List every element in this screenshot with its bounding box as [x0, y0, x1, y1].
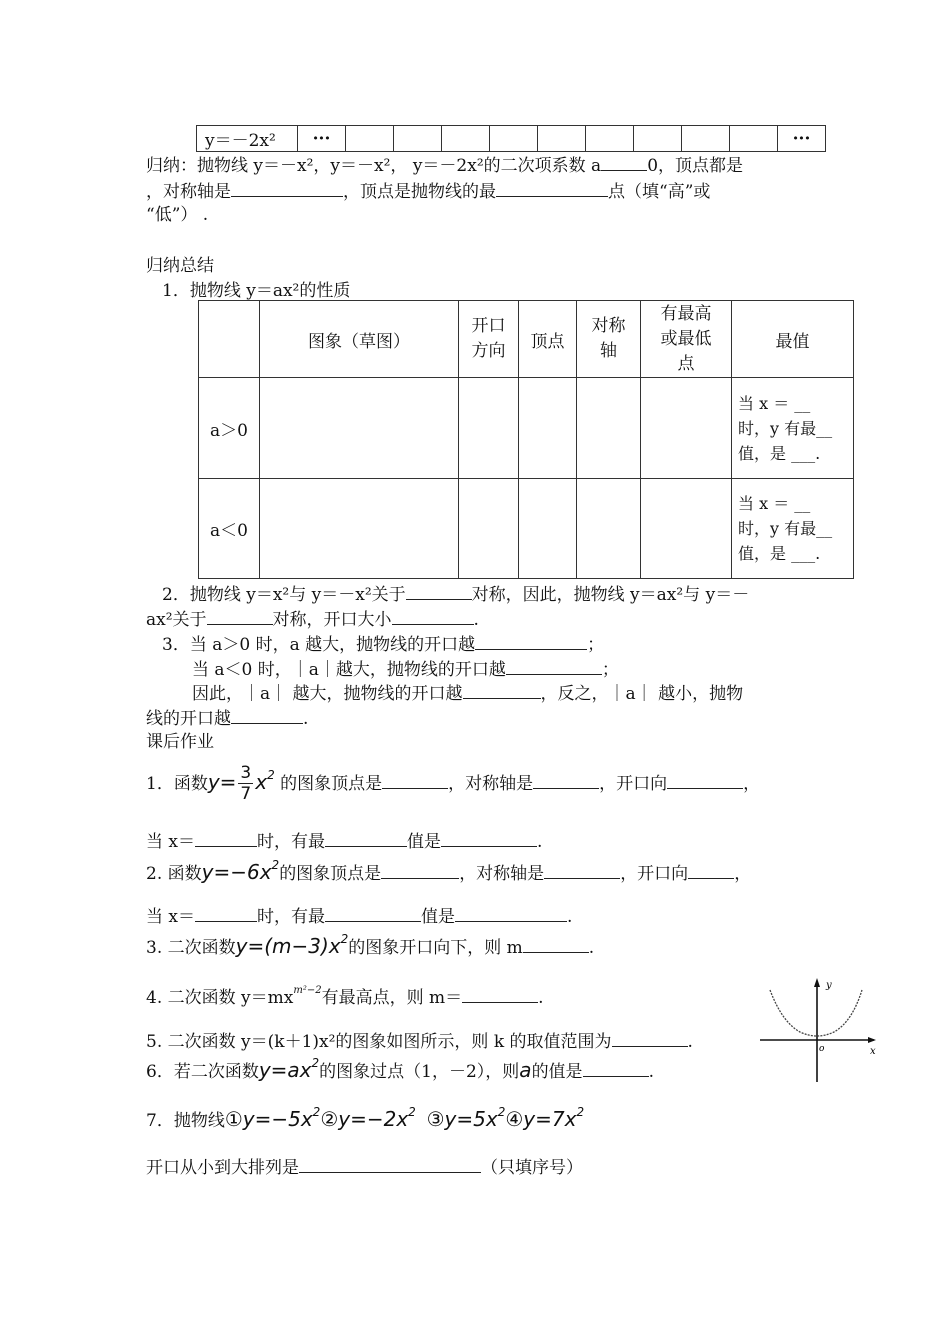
- answer-blank[interactable]: [475, 631, 587, 650]
- summary-line-3: “低”） .: [146, 205, 209, 225]
- answer-blank[interactable]: [462, 984, 538, 1003]
- max-value-cell: 当 x ＝ __ 时，y 有最__值，是 ___.: [732, 378, 854, 479]
- answer-blank[interactable]: [406, 581, 472, 600]
- table-row: [199, 479, 854, 579]
- table-cell[interactable]: [519, 479, 577, 579]
- answer-blank[interactable]: [506, 656, 602, 675]
- hw-q2-line-2: 当 x＝ 时，有最 值是 .: [146, 903, 572, 929]
- y-axis-label: y: [826, 980, 832, 991]
- answer-blank[interactable]: [463, 680, 541, 699]
- item-3-line-2: 当 a＜0 时，｜a｜越大，抛物线的开口越 ；: [192, 656, 619, 682]
- hw-q2: 2. 函数$y=-6x^2$的图象顶点是 ，对称轴是 ，开口向 ，: [146, 858, 752, 884]
- properties-table: [198, 300, 854, 579]
- answer-blank[interactable]: [325, 903, 421, 922]
- table-cell: [346, 126, 394, 152]
- table-cell: [634, 126, 682, 152]
- answer-blank[interactable]: [325, 828, 407, 847]
- item-2-line-1: 2．抛物线 y＝x²与 y＝－x²关于 对称，因此，抛物线 y＝ax²与 y＝－: [162, 581, 749, 607]
- table-cell[interactable]: [577, 378, 641, 479]
- item-3-line-1: 3．当 a＞0 时，a 越大，抛物线的开口越 ；: [162, 631, 604, 657]
- x-axis-arrow-icon: [868, 1037, 876, 1043]
- table-header: 最值: [732, 301, 854, 378]
- parabola-figure: [756, 970, 880, 1086]
- q6-variable: a: [519, 1058, 532, 1082]
- answer-blank[interactable]: [523, 934, 589, 953]
- hw-q1: 1．函数y= $\frac{3}{7}$ $x^2$ 的图象顶点是 ，对称轴是 ，开口向 ，: [146, 763, 761, 804]
- q7-formula-3: $③y=5x^2$: [426, 1105, 506, 1131]
- table-cell[interactable]: [459, 378, 519, 479]
- table-cell[interactable]: [641, 378, 732, 479]
- x-axis-label: x: [870, 1046, 876, 1057]
- q7-formula-4: $④y=7x^2$: [505, 1105, 585, 1131]
- sketch-cell[interactable]: [260, 378, 459, 479]
- table-cell: [682, 126, 730, 152]
- q1-formula: y= $\frac{3}{7}$ $x^2$: [207, 763, 275, 804]
- hw-q4: 4. 二次函数 $y=mx^{m^2-2}$有最高点，则 m＝ .: [146, 985, 544, 1008]
- answer-blank[interactable]: [231, 178, 343, 197]
- answer-blank[interactable]: [544, 860, 620, 879]
- q6-formula: $y=ax^2$: [258, 1056, 320, 1082]
- table-cell: [586, 126, 634, 152]
- table-cell: [538, 126, 586, 152]
- hw-q5: 5. 二次函数 y＝(k＋1)x²的图象如图所示，则 k 的取值范围为 .: [146, 1028, 693, 1054]
- homework-heading: 课后作业: [146, 732, 214, 752]
- answer-blank[interactable]: [207, 606, 273, 625]
- answer-blank[interactable]: [688, 860, 734, 879]
- table-header: 开口方向: [471, 316, 506, 361]
- answer-blank[interactable]: [601, 152, 647, 171]
- hw-q3: 3. 二次函数$y=(m-3)x^2$的图象开口向下，则 m .: [146, 932, 595, 958]
- answer-blank[interactable]: [392, 606, 474, 625]
- summary-line-2: ，对称轴是 ，顶点是抛物线的最 点（填“高”或: [146, 178, 710, 204]
- answer-blank[interactable]: [533, 770, 599, 789]
- answer-blank[interactable]: [455, 903, 567, 922]
- top-table-label: y＝－2x²: [197, 126, 298, 152]
- table-header: 顶点: [519, 301, 577, 378]
- table-cell[interactable]: [459, 479, 519, 579]
- table-cell: [442, 126, 490, 152]
- table-cell: [490, 126, 538, 152]
- section-heading: 归纳总结: [146, 256, 214, 276]
- answer-blank[interactable]: [441, 828, 537, 847]
- row-label: a＜0: [199, 479, 260, 579]
- q7-formula-2: $②y=-2x^2$: [320, 1105, 416, 1131]
- parabola-curve: [770, 990, 862, 1036]
- table-cell[interactable]: [577, 479, 641, 579]
- table-header-row: [199, 301, 854, 378]
- table-cell[interactable]: [519, 378, 577, 479]
- table-cell: [394, 126, 442, 152]
- answer-blank[interactable]: [299, 1154, 481, 1173]
- item-1-title: 1．抛物线 y＝ax²的性质: [162, 281, 351, 301]
- table-cell: [730, 126, 778, 152]
- answer-blank[interactable]: [195, 828, 257, 847]
- answer-blank[interactable]: [583, 1058, 649, 1077]
- table-header: 对称轴: [591, 316, 626, 361]
- table-row: [199, 378, 854, 479]
- q3-formula: $y=(m-3)x^2$: [235, 932, 349, 958]
- hw-q6: 6．若二次函数$y=ax^2$的图象过点（1，－2），则a的值是 .: [146, 1056, 654, 1082]
- answer-blank[interactable]: [231, 705, 303, 724]
- answer-blank[interactable]: [382, 770, 448, 789]
- row-label: a＞0: [199, 378, 260, 479]
- y-axis-arrow-icon: [814, 978, 820, 987]
- sketch-cell[interactable]: [260, 479, 459, 579]
- q2-formula: $y=-6x^2$: [201, 858, 280, 884]
- answer-blank[interactable]: [612, 1028, 688, 1047]
- table-header: 有最高或最低点: [660, 303, 712, 374]
- q7-formula-1: $①y=-5x^2$: [224, 1105, 321, 1131]
- origin-label: o: [819, 1044, 825, 1054]
- table-cell: ···: [778, 126, 826, 152]
- answer-blank[interactable]: [195, 903, 257, 922]
- hw-q7: 7．抛物线$①y=-5x^2②y=-2x^2$ $③y=5x^2④y=7x^2$: [146, 1105, 585, 1131]
- max-value-cell: 当 x ＝ __ 时，y 有最__值，是 ___.: [732, 479, 854, 579]
- item-2-line-2: ax²关于 对称，开口大小 .: [146, 606, 479, 632]
- item-3-line-4: 线的开口越 .: [146, 705, 308, 731]
- table-row: [197, 126, 826, 152]
- item-3-line-3: 因此，｜a｜ 越大，抛物线的开口越 ，反之，｜a｜ 越小，抛物: [192, 680, 743, 706]
- table-header: 图象（草图）: [260, 301, 459, 378]
- answer-blank[interactable]: [381, 860, 459, 879]
- hw-q7-line-2: 开口从小到大排列是 （只填序号）: [146, 1154, 583, 1180]
- answer-blank[interactable]: [496, 178, 608, 197]
- table-header: [199, 301, 260, 378]
- hw-q1-line-2: 当 x＝ 时，有最 值是 .: [146, 828, 542, 854]
- answer-blank[interactable]: [667, 770, 743, 789]
- top-table: [196, 125, 826, 152]
- table-cell[interactable]: [641, 479, 732, 579]
- table-cell: ···: [298, 126, 346, 152]
- summary-line-1: 归纳：抛物线 y＝－x²，y＝－x²， y＝－2x²的二次项系数 a 0，顶点都是: [146, 152, 743, 178]
